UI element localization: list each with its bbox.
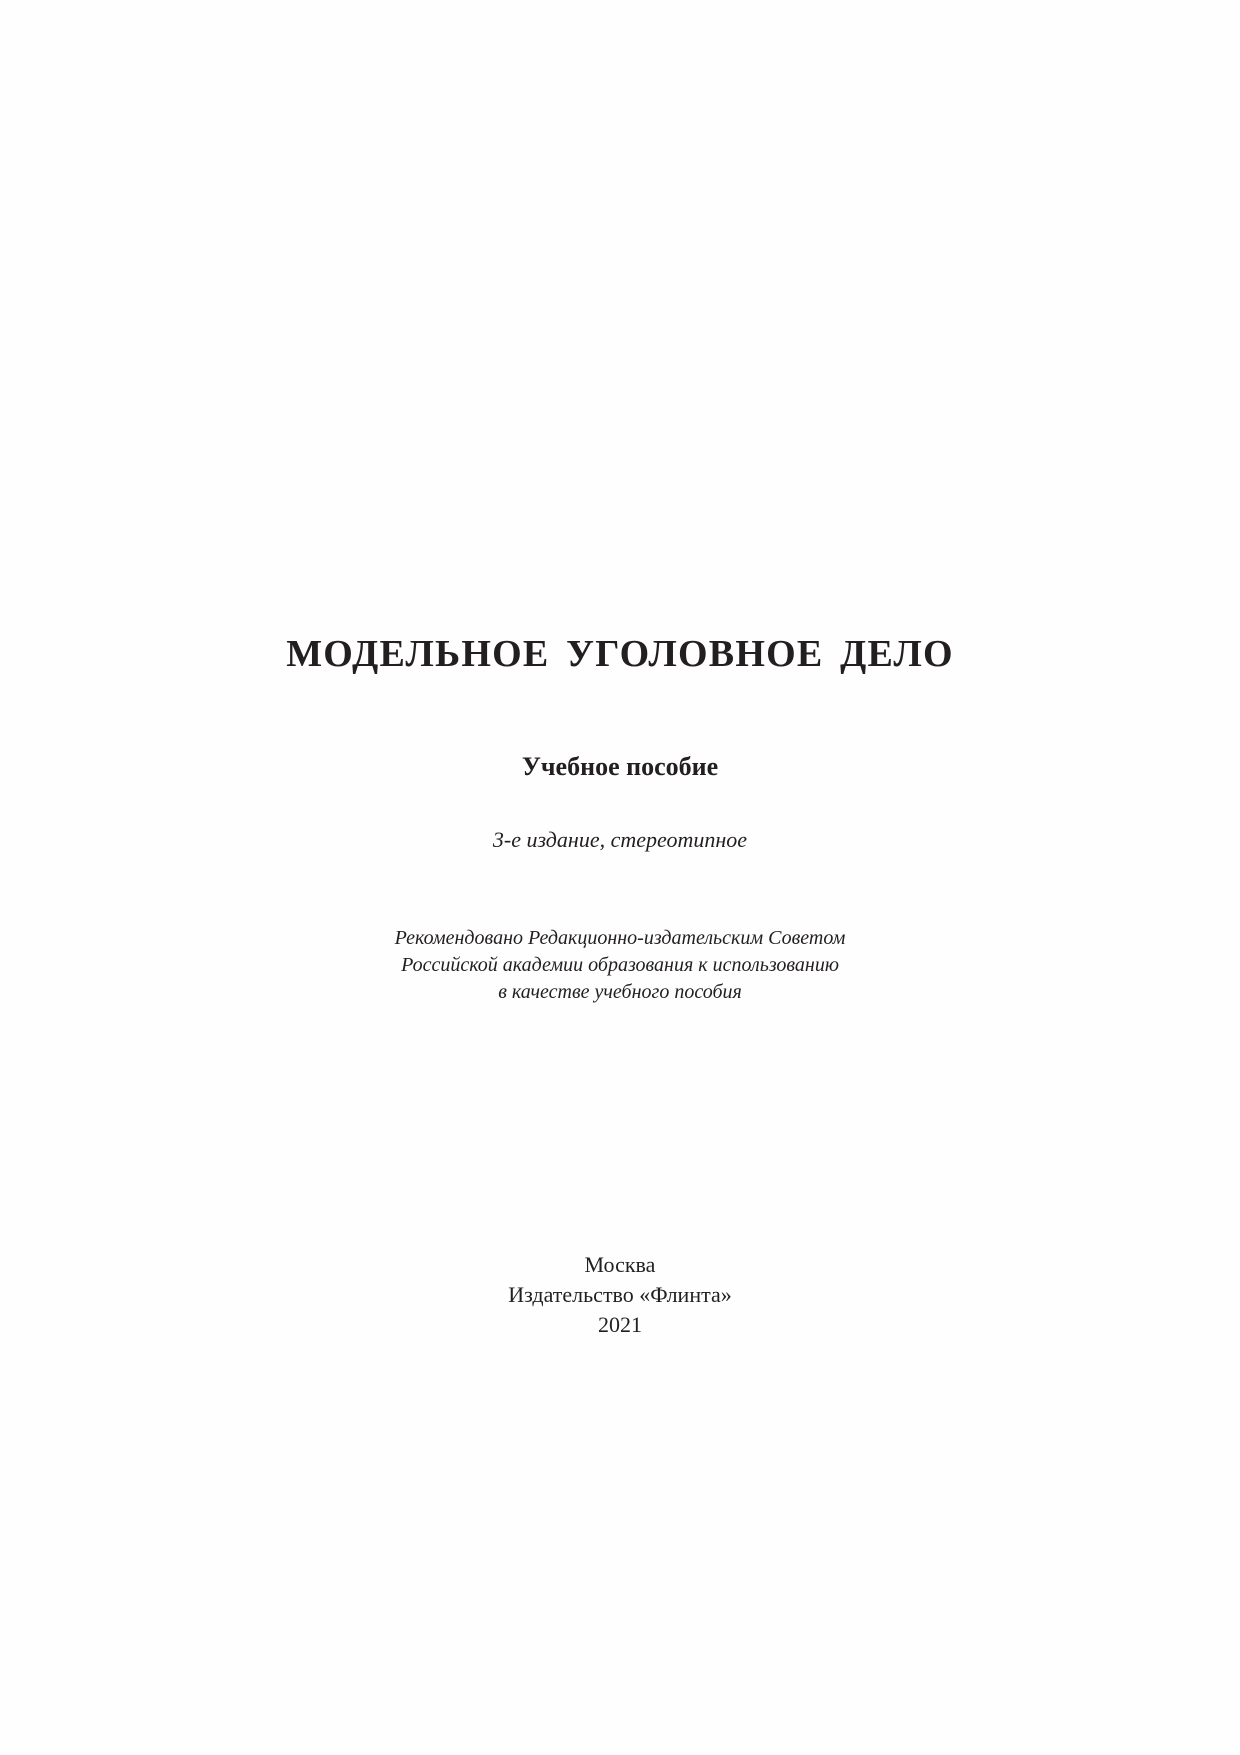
book-subtitle: Учебное пособие xyxy=(521,752,719,781)
imprint-publisher: Издательство «Флинта» xyxy=(508,1282,732,1307)
recommendation-line: в качестве учебного пособия xyxy=(498,981,742,1003)
imprint-year: 2021 xyxy=(598,1312,642,1337)
book-title: МОДЕЛЬНОЕ УГОЛОВНОЕ ДЕЛО xyxy=(286,633,954,675)
imprint-block xyxy=(0,1250,1240,1340)
recommendation-line: Российской академии образования к использованию xyxy=(401,954,839,976)
recommendation-block xyxy=(0,925,1240,1006)
edition-note: 3-е издание, стереотипное xyxy=(492,827,748,852)
recommendation-line: Рекомендовано Редакционно-издательским Советом xyxy=(394,927,846,949)
imprint-city: Москва xyxy=(584,1252,656,1277)
